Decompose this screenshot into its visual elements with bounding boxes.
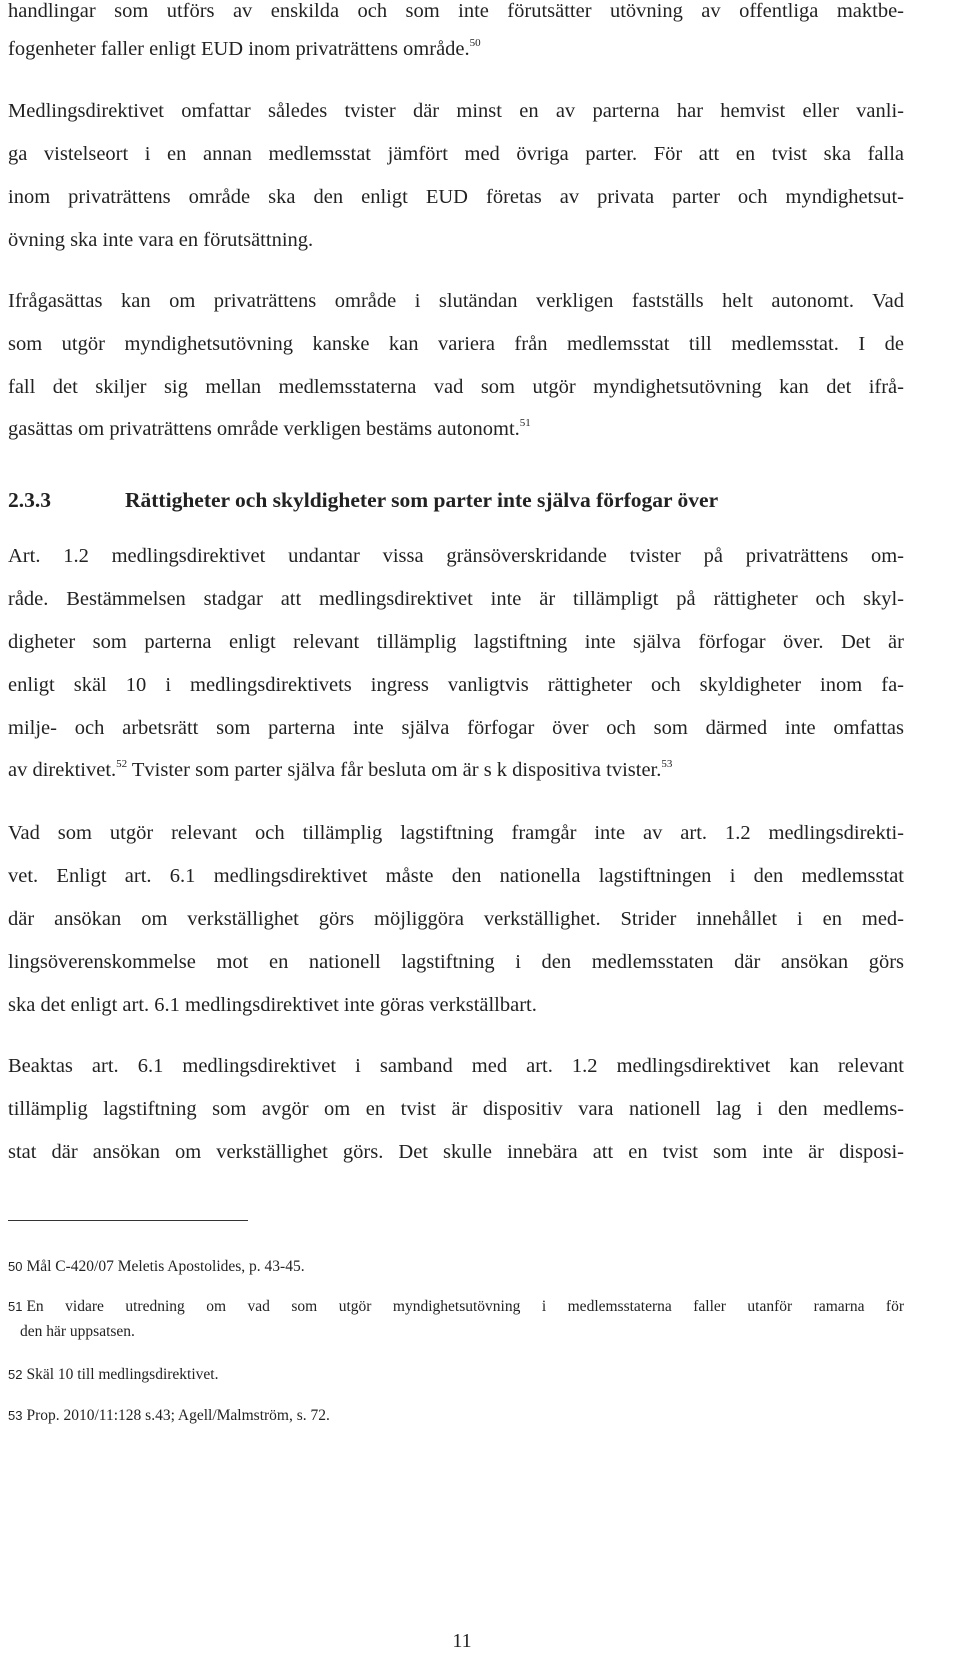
footnote-text: Mål C-420/07 Meletis Apostolides, p. 43-45. bbox=[26, 1258, 305, 1275]
body-text: Tvister som parter själva får besluta om är s k dispositiva tvister. bbox=[127, 759, 662, 781]
body-line: Ifrågasättas kan om privaträttens område i slutändan verkligen fastställs helt autonomt. Vad bbox=[8, 290, 904, 312]
body-text: gasättas om privaträttens område verkligen bestäms autonomt. bbox=[8, 418, 520, 440]
footnote-ref[interactable]: 52 bbox=[116, 758, 128, 770]
footnote-number: 53 bbox=[8, 1408, 23, 1423]
body-line: Medlingsdirektivet omfattar således tvister där minst en av parterna har hemvist eller vanli- bbox=[8, 100, 904, 122]
body-line: inom privaträttens område ska den enligt EUD företas av privata parter och myndighetsut- bbox=[8, 186, 904, 208]
footnote bbox=[8, 1258, 305, 1276]
body-line: Vad som utgör relevant och tillämplig lagstiftning framgår inte av art. 1.2 medlingsdirekti- bbox=[8, 822, 904, 844]
body-line: som utgör myndighetsutövning kanske kan variera från medlemsstat till medlemsstat. I de bbox=[8, 333, 904, 355]
footnote-text: Prop. 2010/11:128 s.43; Agell/Malmström, s. 72. bbox=[26, 1407, 330, 1424]
body-line: lingsöverenskommelse mot en nationell lagstiftning i den medlemsstaten där ansökan görs bbox=[8, 951, 904, 973]
body-text: av direktivet. bbox=[8, 759, 117, 781]
body-line: tillämplig lagstiftning som avgör om en tvist är dispositiv vara nationell lag i den medlems- bbox=[8, 1098, 904, 1120]
body-line: råde. Bestämmelsen stadgar att medlingsdirektivet inte är tillämpligt på rättigheter och skyl- bbox=[8, 588, 904, 610]
body-line: milje- och arbetsrätt som parterna inte själva förfogar över och som därmed inte omfattas bbox=[8, 717, 904, 739]
footnote-ref[interactable]: 50 bbox=[469, 37, 481, 49]
footnote bbox=[8, 1298, 904, 1316]
body-line: vet. Enligt art. 6.1 medlingsdirektivet måste den nationella lagstiftningen i den medlemsstat bbox=[8, 865, 904, 887]
body-line: digheter som parterna enligt relevant tillämplig lagstiftning inte själva förfogar över. Det är bbox=[8, 631, 904, 653]
body-line: stat där ansökan om verkställighet görs. Det skulle innebära att en tvist som inte är disposi- bbox=[8, 1141, 904, 1163]
footnote bbox=[8, 1407, 330, 1425]
body-text: fogenheter faller enligt EUD inom privaträttens område. bbox=[8, 38, 470, 60]
body-line bbox=[8, 38, 481, 61]
footnote bbox=[8, 1366, 218, 1384]
body-line: Beaktas art. 6.1 medlingsdirektivet i samband med art. 1.2 medlingsdirektivet kan relevant bbox=[8, 1055, 904, 1077]
footnote-text: En vidare utredning om vad som utgör myndighetsutövning i medlemsstaterna faller utanför ramarna för bbox=[26, 1298, 904, 1315]
body-line: enligt skäl 10 i medlingsdirektivets ingress vanligtvis rättigheter och skyldigheter inom fa- bbox=[8, 674, 904, 696]
body-line: Art. 1.2 medlingsdirektivet undantar vissa gränsöverskridande tvister på privaträttens om- bbox=[8, 545, 904, 567]
body-line: där ansökan om verkställighet görs möjliggöra verkställighet. Strider innehållet i en med- bbox=[8, 908, 904, 930]
footnote-ref[interactable]: 51 bbox=[519, 417, 531, 429]
footnote-number: 50 bbox=[8, 1259, 23, 1274]
body-line: fall det skiljer sig mellan medlemsstaterna vad som utgör myndighetsutövning kan det ifrå- bbox=[8, 376, 904, 398]
footnote-continuation: den här uppsatsen. bbox=[20, 1323, 135, 1340]
footnote-text: Skäl 10 till medlingsdirektivet. bbox=[26, 1366, 219, 1383]
footnote-number: 51 bbox=[8, 1299, 23, 1314]
body-line: ska det enligt art. 6.1 medlingsdirektivet inte göras verkställbart. bbox=[8, 994, 537, 1016]
page-number: 11 bbox=[452, 1630, 472, 1652]
footnote-ref[interactable]: 53 bbox=[661, 758, 673, 770]
body-line: ga vistelseort i en annan medlemsstat jämfört med övriga parter. För att en tvist ska falla bbox=[8, 143, 904, 165]
section-number: 2.3.3 bbox=[8, 488, 51, 512]
footnote-number: 52 bbox=[8, 1367, 23, 1382]
section-title: Rättigheter och skyldigheter som parter inte själva förfogar över bbox=[125, 488, 719, 512]
body-line bbox=[8, 418, 531, 441]
footnote-separator bbox=[8, 1220, 248, 1221]
body-line: övning ska inte vara en förutsättning. bbox=[8, 229, 314, 251]
body-line: handlingar som utförs av enskilda och som inte förutsätter utövning av offentliga maktbe- bbox=[8, 0, 904, 22]
body-line bbox=[8, 759, 672, 782]
section-heading bbox=[8, 488, 718, 513]
